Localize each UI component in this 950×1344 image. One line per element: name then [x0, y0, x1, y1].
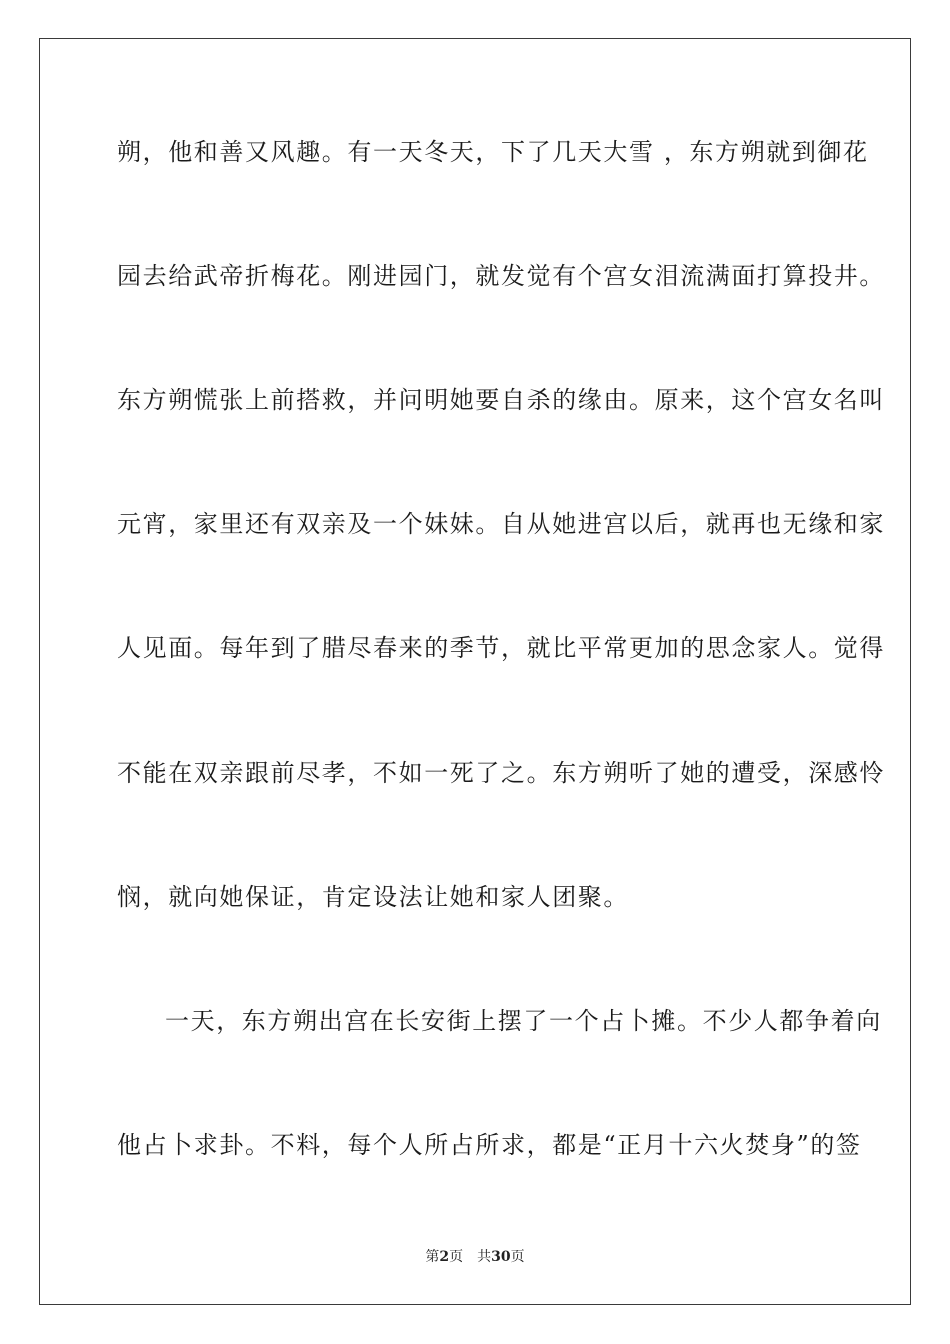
page-current: 2 — [439, 1249, 450, 1265]
total-prefix: 共 — [477, 1249, 492, 1265]
text-line-9: 他占卜求卦。不料，每个人所占所求，都是“正月十六火焚身”的签 — [117, 1131, 862, 1159]
text-line-8: 一天，东方朔出宫在长安街上摆了一个占卜摊。不少人都争着向 — [165, 1007, 882, 1035]
text-line-6: 不能在双亲跟前尽孝，不如一死了之。东方朔听了她的遭受，深感怜 — [117, 759, 885, 787]
text-line-1: 朔，他和善又风趣。有一天冬天，下了几天大雪 ，东方朔就到御花 — [117, 138, 869, 166]
page-total: 30 — [491, 1249, 511, 1265]
text-line-4: 元宵，家里还有双亲及一个妹妹。自从她进宫以后，就再也无缘和家 — [117, 510, 885, 538]
text-line-3: 东方朔慌张上前搭救，并问明她要自杀的缘由。原来，这个宫女名叫 — [117, 386, 885, 414]
text-line-7: 悯，就向她保证，肯定设法让她和家人团聚。 — [117, 883, 629, 911]
page-prefix: 第 — [425, 1249, 440, 1265]
page-suffix: 页 — [449, 1249, 464, 1265]
text-line-5: 人见面。每年到了腊尽春来的季节，就比平常更加的思念家人。觉得 — [117, 634, 885, 662]
page-footer — [0, 1248, 950, 1266]
text-line-2: 园去给武帝折梅花。刚进园门，就发觉有个宫女泪流满面打算投井。 — [117, 262, 885, 290]
page-border — [39, 38, 911, 1305]
total-suffix: 页 — [510, 1249, 525, 1265]
